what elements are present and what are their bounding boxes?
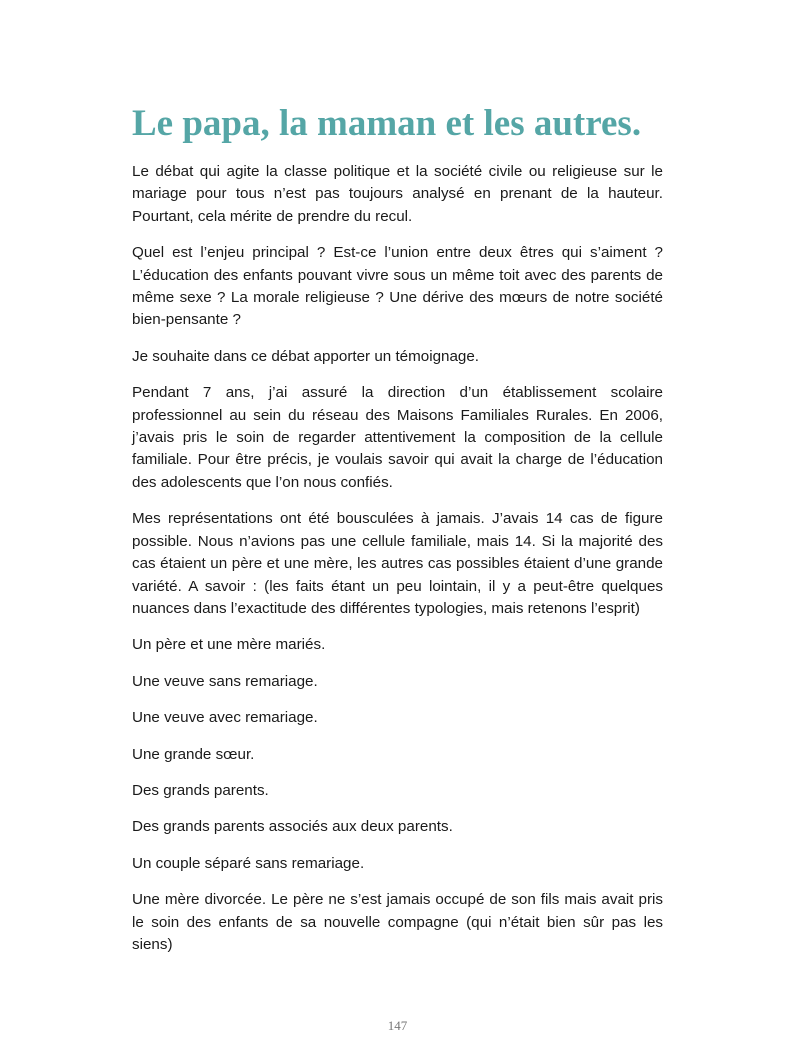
- chapter-body: [132, 161, 663, 970]
- list-item-case-3: Une veuve avec remariage.: [132, 709, 318, 727]
- paragraph-intro: Le débat qui agite la classe politique et la société civile ou religieuse sur le mariage pour tous n’est pas toujours analysé en prenant de la hauteur. Pourtant, cela mérite de prendre du recul.: [132, 163, 663, 225]
- list-item-case-6: Des grands parents associés aux deux parents.: [132, 818, 453, 836]
- list-item-case-5: Des grands parents.: [132, 781, 269, 799]
- page-number: 147: [387, 1018, 408, 1033]
- paragraph-context: Pendant 7 ans, j’ai assuré la direction d’un établissement scolaire professionnel au sein du réseau des Maisons Familiales Rurales. En 2006, j’avais pris le soin de regarder attentivement la composition de la cellule familiale. Pour être précis, je voulais savoir qui avait la charge de l’éducation des adolescents que l’on nous confiés.: [132, 384, 663, 491]
- list-item-case-2: Une veuve sans remariage.: [132, 672, 318, 690]
- list-item-case-1: Un père et une mère mariés.: [132, 636, 326, 654]
- paragraph-cases: Mes représentations ont été bousculées à jamais. J’avais 14 cas de figure possible. Nous n’avions pas une cellule familiale, mais 14. Si la majorité des cas étaient un père et une mère, les autres cas possibles étaient d’une grande variété. A savoir : (les faits étant un peu lointain, il y a peut-être quelques nuances dans l’exactitude des différentes typologies, mais retenons l’esprit): [132, 510, 663, 617]
- chapter-title: Le papa, la maman et les autres.: [132, 103, 642, 144]
- list-item-case-8: Une mère divorcée. Le père ne s’est jamais occupé de son fils mais avait pris le soin des enfants de sa nouvelle compagne (qui n’était bien sûr pas les siens): [132, 891, 663, 953]
- list-item-case-4: Une grande sœur.: [132, 745, 255, 763]
- paragraph-testimony: Je souhaite dans ce débat apporter un témoignage.: [132, 347, 480, 365]
- list-item-case-7: Un couple séparé sans remariage.: [132, 854, 365, 872]
- paragraph-questions: Quel est l’enjeu principal ? Est-ce l’union entre deux êtres qui s’aiment ? L’éducation des enfants pouvant vivre sous un même toit avec des parents de même sexe ? La morale religieuse ? Une dérive des mœurs de notre société bien-pensante ?: [132, 244, 663, 329]
